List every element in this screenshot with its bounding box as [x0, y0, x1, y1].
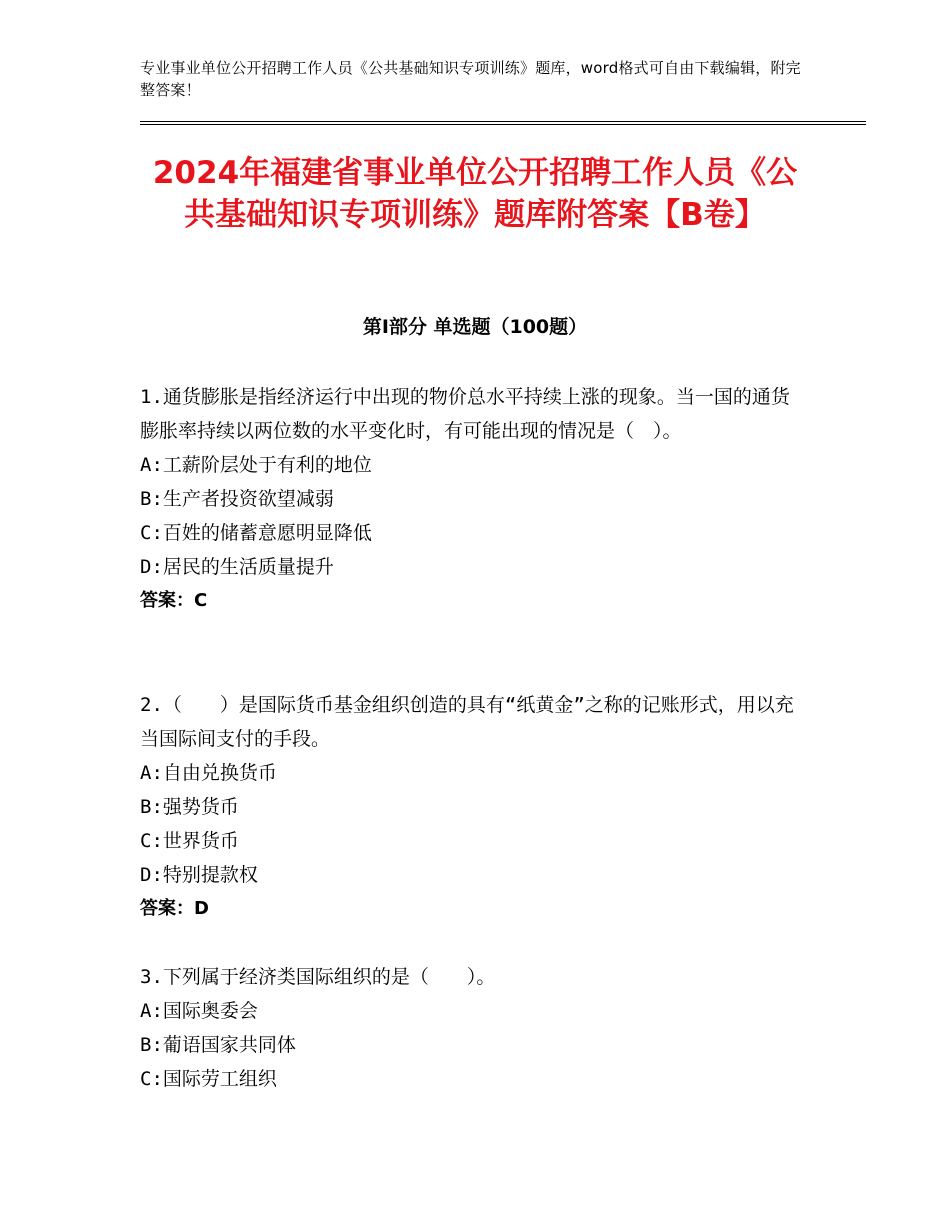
- option-text: 强势货币: [162, 796, 239, 818]
- option-text: 国际奥委会: [162, 1000, 258, 1022]
- header-note: 专业事业单位公开招聘工作人员《公共基础知识专项训练》题库，word格式可自由下载编辑，附完整答案！: [140, 59, 801, 99]
- question-3: [140, 960, 800, 1096]
- question-option-d: [140, 550, 800, 584]
- option-key: C:: [140, 830, 163, 852]
- question-1: [140, 380, 800, 618]
- option-text: 工薪阶层处于有利的地位: [162, 454, 372, 476]
- option-key: B:: [140, 1034, 163, 1056]
- option-text: 百姓的储蓄意愿明显降低: [162, 522, 372, 544]
- option-text: 自由兑换货币: [162, 762, 277, 784]
- question-2: [140, 688, 800, 926]
- option-text: 葡语国家共同体: [162, 1034, 296, 1056]
- option-key: D:: [140, 556, 163, 578]
- question-answer: 答案：C: [140, 590, 208, 611]
- option-key: A:: [140, 762, 163, 784]
- question-option-c: [140, 824, 800, 858]
- question-option-b: [140, 482, 800, 516]
- option-key: A:: [140, 1000, 163, 1022]
- option-text: 特别提款权: [162, 864, 258, 886]
- question-option-b: [140, 1028, 800, 1062]
- question-answer: 答案：D: [140, 898, 209, 919]
- question-option-a: [140, 756, 800, 790]
- question-stem: 3.下列属于经济类国际组织的是（ ）。: [140, 966, 496, 988]
- question-stem: 2.（ ）是国际货币基金组织创造的具有“纸黄金”之称的记账形式，用以充当国际间支付的手段。: [140, 694, 794, 750]
- question-option-b: [140, 790, 800, 824]
- option-key: B:: [140, 796, 163, 818]
- question-option-d: [140, 858, 800, 892]
- question-option-a: [140, 448, 800, 482]
- document-title: 2024年福建省事业单位公开招聘工作人员《公共基础知识专项训练》题库附答案【B卷】: [152, 155, 798, 233]
- question-option-c: [140, 516, 800, 550]
- question-stem: 1.通货膨胀是指经济运行中出现的物价总水平持续上涨的现象。当一国的通货膨胀率持续以两位数的水平变化时，有可能出现的情况是（ ）。: [140, 386, 790, 442]
- option-text: 国际劳工组织: [162, 1068, 277, 1090]
- section-title: 第Ⅰ部分 单选题（100题）: [362, 316, 588, 338]
- question-option-c: [140, 1062, 800, 1096]
- option-key: A:: [140, 454, 163, 476]
- question-option-a: [140, 994, 800, 1028]
- option-key: B:: [140, 488, 163, 510]
- option-key: D:: [140, 864, 163, 886]
- option-key: C:: [140, 522, 163, 544]
- header-double-rule: [140, 121, 866, 125]
- option-text: 居民的生活质量提升: [162, 556, 334, 578]
- option-key: C:: [140, 1068, 163, 1090]
- option-text: 生产者投资欲望减弱: [162, 488, 334, 510]
- option-text: 世界货币: [162, 830, 239, 852]
